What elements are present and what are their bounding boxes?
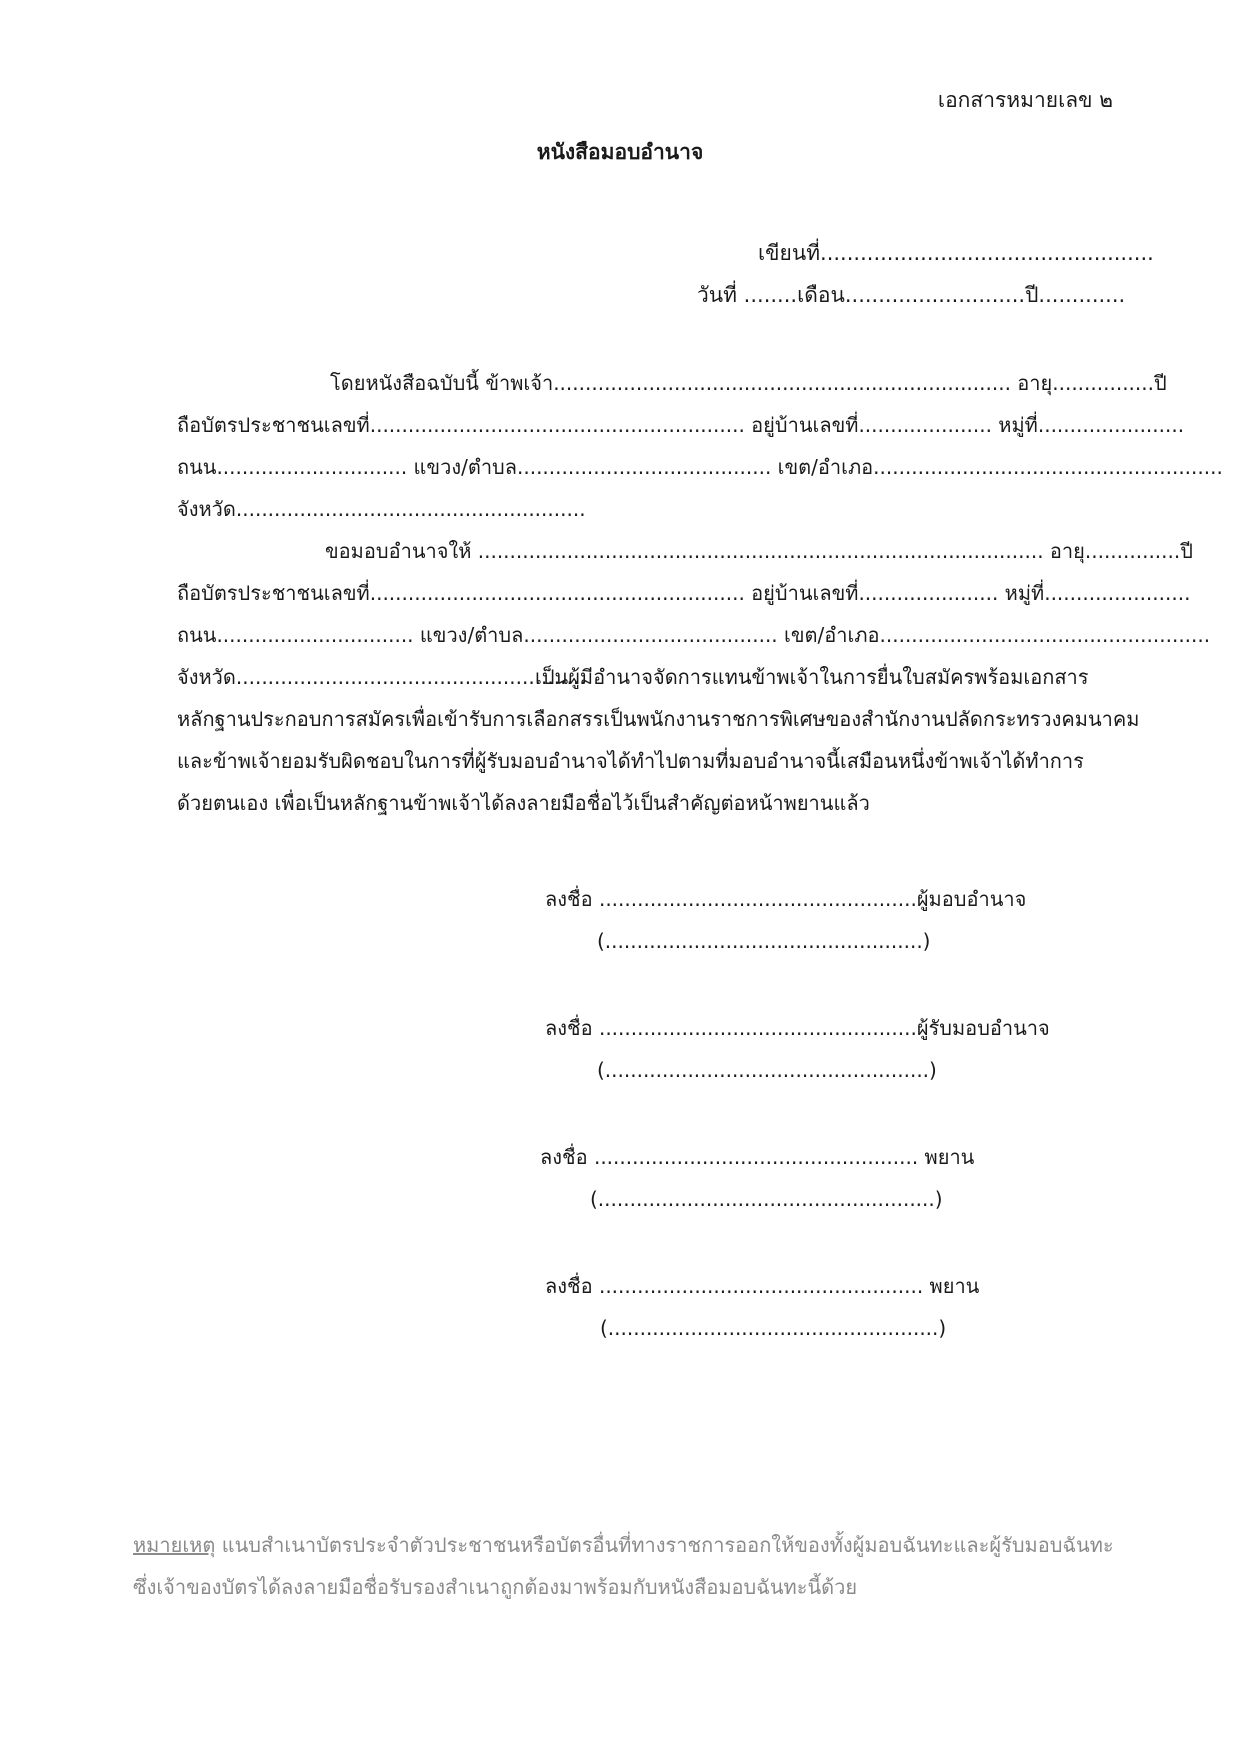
document-number: เอกสารหมายเลข ๒ [937, 88, 1113, 112]
body-line-1: หลักฐานประกอบการสมัครเพื่อเข้ารับการเลือกสรรเป็นพนักงานราชการพิเศษของสำนักงานปลัดกระทรวงคมนาคม [177, 707, 1140, 731]
grantee-id-line: ถือบัตรประชาชนเลขที่........................................................... อยู่บ้านเลขที่...................... หมู่ที่....................... [177, 581, 1191, 605]
signature-grantee: ลงชื่อ ..................................................ผู้รับมอบอำนาจ [545, 1016, 1050, 1040]
grantor-id-line: ถือบัตรประชาชนเลขที่........................................................... อยู่บ้านเลขที่..................... หมู่ที่....................... [177, 413, 1185, 437]
grantor-province-line: จังหวัด....................................................... [177, 497, 586, 521]
grantee-address-line: ถนน............................... แขวง/ตำบล........................................ เขต/อำเภอ.................................................... [177, 623, 1211, 647]
grantor-address-line: ถนน.............................. แขวง/ตำบล........................................ เขต/อำเภอ....................................................... [177, 455, 1223, 479]
body-line-2: และข้าพเจ้ายอมรับผิดชอบในการที่ผู้รับมอบอำนาจได้ทำไปตามที่มอบอำนาจนี้เสมือนหนึ่งข้าพเจ้าได้ทำการ [177, 749, 1084, 773]
signature-grantor: ลงชื่อ ..................................................ผู้มอบอำนาจ [545, 887, 1027, 911]
signature-grantee-name: (...................................................) [597, 1058, 937, 1082]
body-line-3: ด้วยตนเอง เพื่อเป็นหลักฐานข้าพเจ้าได้ลงลายมือชื่อไว้เป็นสำคัญต่อหน้าพยานแล้ว [177, 791, 870, 815]
grantee-province-field: จังหวัด....................................................... [177, 665, 586, 689]
document-title: หนังสือมอบอำนาจ [536, 140, 704, 164]
signature-witness-2: ลงชื่อ ................................................... พยาน [545, 1274, 980, 1298]
note-label: หมายเหตุ [133, 1533, 216, 1557]
signature-witness-1-name: (.....................................................) [590, 1187, 943, 1211]
date-field: วันที่ ........เดือน...........................ปี............. [697, 283, 1126, 307]
grantor-name-line: โดยหนังสือฉบับนี้ ข้าพเจ้า........................................................................ อายุ................ปี [330, 371, 1167, 395]
grantee-name-line: ขอมอบอำนาจให้ ......................................................................................... อายุ...............ปี [325, 539, 1193, 563]
signature-witness-2-name: (....................................................) [600, 1316, 947, 1340]
note-text-1: แนบสำเนาบัตรประจำตัวประชาชนหรือบัตรอื่นที่ทางราชการออกให้ของทั้งผู้มอบฉันทะและผู้รับมอบฉันทะ [221, 1533, 1114, 1557]
written-at-field: เขียนที่.................................................. [758, 241, 1154, 265]
signature-witness-1: ลงชื่อ ................................................... พยาน [540, 1145, 975, 1169]
note-line-1 [133, 1530, 1114, 1560]
authorization-text-start: เป็นผู้มีอำนาจจัดการแทนข้าพเจ้าในการยื่นใบสมัครพร้อมเอกสาร [535, 665, 1089, 689]
note-line-2: ซึ่งเจ้าของบัตรได้ลงลายมือชื่อรับรองสำเนาถูกต้องมาพร้อมกับหนังสือมอบฉันทะนี้ด้วย [133, 1575, 858, 1599]
signature-grantor-name: (..................................................) [597, 929, 931, 953]
